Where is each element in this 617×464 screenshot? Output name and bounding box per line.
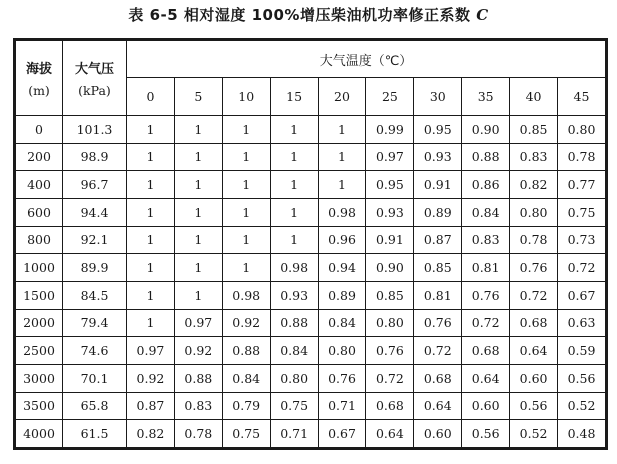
altitude-header-cell <box>16 41 63 116</box>
coefficient-cell: 1 <box>222 226 270 254</box>
coefficient-cell: 0.91 <box>366 226 414 254</box>
coefficient-cell: 0.78 <box>510 226 558 254</box>
coefficient-cell: 0.56 <box>558 364 606 392</box>
coefficient-cell: 0.89 <box>318 281 366 309</box>
coefficient-cell: 0.75 <box>222 420 270 448</box>
coefficient-cell: 0.76 <box>510 254 558 282</box>
coefficient-cell: 0.90 <box>462 116 510 144</box>
coefficient-cell: 0.52 <box>558 392 606 420</box>
coefficient-cell: 0.81 <box>462 254 510 282</box>
coefficient-cell: 0.64 <box>462 364 510 392</box>
table-row <box>16 254 606 282</box>
coefficient-cell: 0.72 <box>366 364 414 392</box>
coefficient-cell: 0.87 <box>414 226 462 254</box>
coefficient-cell: 0.85 <box>414 254 462 282</box>
coefficient-cell: 1 <box>318 116 366 144</box>
table-row <box>16 171 606 199</box>
temperature-column-header: 15 <box>270 78 318 116</box>
coefficient-cell: 1 <box>174 116 222 144</box>
altitude-cell: 2500 <box>16 337 63 365</box>
coefficient-cell: 1 <box>222 254 270 282</box>
coefficient-cell: 1 <box>270 143 318 171</box>
coefficient-cell: 1 <box>174 226 222 254</box>
coefficient-cell: 0.76 <box>414 309 462 337</box>
altitude-cell: 2000 <box>16 309 63 337</box>
coefficient-cell: 0.88 <box>174 364 222 392</box>
coefficient-cell: 0.75 <box>558 198 606 226</box>
altitude-unit: (m) <box>28 83 50 98</box>
coefficient-cell: 0.79 <box>222 392 270 420</box>
coefficient-cell: 0.93 <box>414 143 462 171</box>
coefficient-cell: 0.84 <box>462 198 510 226</box>
coefficient-cell: 0.48 <box>558 420 606 448</box>
coefficient-cell: 0.78 <box>558 143 606 171</box>
coefficient-cell: 0.76 <box>366 337 414 365</box>
coefficient-cell: 1 <box>174 171 222 199</box>
pressure-cell: 70.1 <box>63 364 127 392</box>
coefficient-cell: 1 <box>127 143 175 171</box>
coefficient-cell: 0.87 <box>127 392 175 420</box>
coefficient-cell: 0.97 <box>366 143 414 171</box>
altitude-cell: 3500 <box>16 392 63 420</box>
altitude-header: 海拔 <box>25 62 52 77</box>
coefficient-cell: 0.64 <box>414 392 462 420</box>
temperature-column-header: 25 <box>366 78 414 116</box>
coefficient-cell: 0.63 <box>558 309 606 337</box>
table-row <box>16 364 606 392</box>
pressure-cell: 84.5 <box>63 281 127 309</box>
coefficient-cell: 1 <box>174 198 222 226</box>
correction-coefficient-table <box>15 40 606 448</box>
coefficient-cell: 0.98 <box>222 281 270 309</box>
coefficient-cell: 1 <box>174 281 222 309</box>
pressure-unit: (kPa) <box>78 83 111 98</box>
table-row <box>16 226 606 254</box>
coefficient-cell: 1 <box>127 309 175 337</box>
correction-table-frame <box>13 38 608 450</box>
coefficient-cell: 0.64 <box>510 337 558 365</box>
coefficient-cell: 0.92 <box>127 364 175 392</box>
table-row <box>16 309 606 337</box>
coefficient-cell: 0.71 <box>318 392 366 420</box>
coefficient-cell: 0.88 <box>270 309 318 337</box>
coefficient-cell: 0.67 <box>318 420 366 448</box>
pressure-cell: 61.5 <box>63 420 127 448</box>
altitude-cell: 600 <box>16 198 63 226</box>
pressure-cell: 98.9 <box>63 143 127 171</box>
coefficient-cell: 0.68 <box>414 364 462 392</box>
coefficient-cell: 0.80 <box>558 116 606 144</box>
coefficient-cell: 0.95 <box>414 116 462 144</box>
coefficient-cell: 0.83 <box>462 226 510 254</box>
coefficient-cell: 0.68 <box>462 337 510 365</box>
coefficient-cell: 0.85 <box>366 281 414 309</box>
coefficient-cell: 0.83 <box>510 143 558 171</box>
coefficient-cell: 0.93 <box>366 198 414 226</box>
coefficient-cell: 0.80 <box>366 309 414 337</box>
pressure-cell: 101.3 <box>63 116 127 144</box>
coefficient-cell: 0.81 <box>414 281 462 309</box>
coefficient-cell: 1 <box>222 171 270 199</box>
coefficient-cell: 0.92 <box>174 337 222 365</box>
altitude-cell: 0 <box>16 116 63 144</box>
coefficient-cell: 0.91 <box>414 171 462 199</box>
coefficient-cell: 0.97 <box>127 337 175 365</box>
coefficient-cell: 1 <box>127 198 175 226</box>
coefficient-cell: 0.90 <box>366 254 414 282</box>
coefficient-cell: 1 <box>318 171 366 199</box>
altitude-cell: 400 <box>16 171 63 199</box>
coefficient-cell: 1 <box>127 171 175 199</box>
header-row-top <box>16 41 606 78</box>
pressure-cell: 79.4 <box>63 309 127 337</box>
coefficient-cell: 0.64 <box>366 420 414 448</box>
coefficient-cell: 0.80 <box>318 337 366 365</box>
table-row <box>16 198 606 226</box>
pressure-cell: 65.8 <box>63 392 127 420</box>
altitude-cell: 4000 <box>16 420 63 448</box>
coefficient-cell: 0.98 <box>318 198 366 226</box>
coefficient-cell: 0.99 <box>366 116 414 144</box>
pressure-cell: 94.4 <box>63 198 127 226</box>
coefficient-cell: 0.72 <box>510 281 558 309</box>
temperature-column-header: 0 <box>127 78 175 116</box>
coefficient-cell: 0.52 <box>510 420 558 448</box>
coefficient-cell: 0.89 <box>414 198 462 226</box>
table-row <box>16 143 606 171</box>
coefficient-cell: 0.75 <box>270 392 318 420</box>
coefficient-cell: 1 <box>174 254 222 282</box>
coefficient-cell: 0.76 <box>318 364 366 392</box>
table-title-text: 表 6-5 相对湿度 100%增压柴油机功率修正系数 <box>128 6 477 24</box>
coefficient-cell: 0.60 <box>462 392 510 420</box>
altitude-cell: 1000 <box>16 254 63 282</box>
table-title <box>0 4 617 25</box>
coefficient-cell: 1 <box>270 116 318 144</box>
coefficient-cell: 1 <box>127 226 175 254</box>
coefficient-cell: 1 <box>222 198 270 226</box>
coefficient-cell: 0.85 <box>510 116 558 144</box>
coefficient-cell: 0.94 <box>318 254 366 282</box>
altitude-cell: 3000 <box>16 364 63 392</box>
pressure-header-cell <box>63 41 127 116</box>
coefficient-cell: 0.67 <box>558 281 606 309</box>
coefficient-cell: 0.72 <box>414 337 462 365</box>
coefficient-cell: 0.71 <box>270 420 318 448</box>
coefficient-cell: 1 <box>174 143 222 171</box>
coefficient-cell: 0.92 <box>222 309 270 337</box>
coefficient-cell: 0.88 <box>462 143 510 171</box>
coefficient-cell: 0.83 <box>174 392 222 420</box>
coefficient-cell: 1 <box>270 226 318 254</box>
coefficient-cell: 0.98 <box>270 254 318 282</box>
altitude-cell: 200 <box>16 143 63 171</box>
coefficient-cell: 0.97 <box>174 309 222 337</box>
table-body <box>16 116 606 448</box>
pressure-cell: 74.6 <box>63 337 127 365</box>
coefficient-cell: 0.88 <box>222 337 270 365</box>
coefficient-cell: 0.80 <box>510 198 558 226</box>
temperature-group-header: 大气温度（℃） <box>127 41 606 78</box>
coefficient-cell: 0.96 <box>318 226 366 254</box>
coefficient-cell: 0.93 <box>270 281 318 309</box>
coefficient-cell: 0.56 <box>510 392 558 420</box>
coefficient-cell: 0.76 <box>462 281 510 309</box>
coefficient-cell: 0.72 <box>462 309 510 337</box>
coefficient-cell: 1 <box>270 198 318 226</box>
coefficient-cell: 0.95 <box>366 171 414 199</box>
coefficient-cell: 1 <box>127 281 175 309</box>
coefficient-cell: 1 <box>127 116 175 144</box>
table-row <box>16 281 606 309</box>
coefficient-cell: 0.86 <box>462 171 510 199</box>
temperature-column-header: 30 <box>414 78 462 116</box>
pressure-cell: 89.9 <box>63 254 127 282</box>
coefficient-cell: 0.60 <box>414 420 462 448</box>
coefficient-cell: 0.84 <box>222 364 270 392</box>
temperature-column-header: 20 <box>318 78 366 116</box>
coefficient-cell: 0.78 <box>174 420 222 448</box>
temperature-column-header: 45 <box>558 78 606 116</box>
coefficient-cell: 0.77 <box>558 171 606 199</box>
coefficient-cell: 0.82 <box>127 420 175 448</box>
coefficient-cell: 1 <box>318 143 366 171</box>
temperature-column-header: 40 <box>510 78 558 116</box>
coefficient-cell: 0.59 <box>558 337 606 365</box>
table-row <box>16 392 606 420</box>
coefficient-cell: 1 <box>270 171 318 199</box>
coefficient-cell: 0.80 <box>270 364 318 392</box>
coefficient-cell: 0.60 <box>510 364 558 392</box>
table-row <box>16 337 606 365</box>
pressure-header: 大气压 <box>74 62 114 77</box>
altitude-cell: 1500 <box>16 281 63 309</box>
temperature-column-header: 10 <box>222 78 270 116</box>
coefficient-cell: 0.73 <box>558 226 606 254</box>
coefficient-cell: 0.56 <box>462 420 510 448</box>
altitude-cell: 800 <box>16 226 63 254</box>
coefficient-cell: 0.84 <box>270 337 318 365</box>
table-title-symbol: C <box>476 6 489 24</box>
table-row <box>16 116 606 144</box>
coefficient-cell: 0.68 <box>510 309 558 337</box>
coefficient-cell: 0.82 <box>510 171 558 199</box>
pressure-cell: 92.1 <box>63 226 127 254</box>
coefficient-cell: 0.68 <box>366 392 414 420</box>
temperature-column-header: 5 <box>174 78 222 116</box>
coefficient-cell: 0.84 <box>318 309 366 337</box>
coefficient-cell: 1 <box>127 254 175 282</box>
coefficient-cell: 1 <box>222 143 270 171</box>
table-row <box>16 420 606 448</box>
pressure-cell: 96.7 <box>63 171 127 199</box>
temperature-column-header: 35 <box>462 78 510 116</box>
coefficient-cell: 1 <box>222 116 270 144</box>
coefficient-cell: 0.72 <box>558 254 606 282</box>
